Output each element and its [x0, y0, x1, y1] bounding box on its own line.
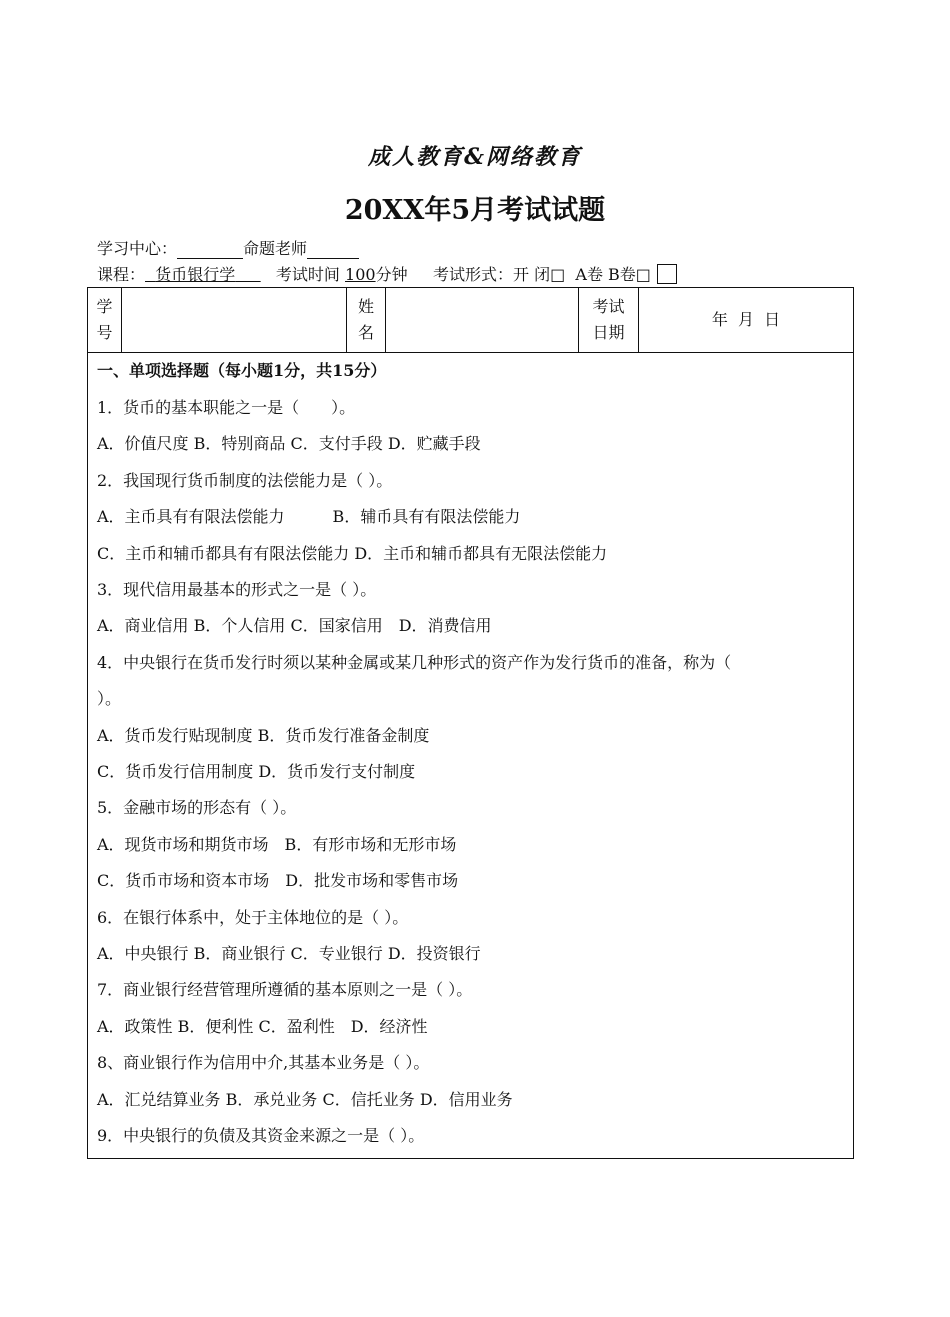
info-row-2 [97, 262, 677, 285]
student-id-label: 学 号 [96, 297, 113, 342]
exam-time-value: 100 [345, 265, 376, 284]
teacher-blank[interactable] [307, 241, 359, 259]
study-center-label: 学习中心： [97, 239, 178, 258]
question-line: A．主币具有有限法偿能力 B．辅币具有有限法偿能力 [97, 507, 521, 526]
question-line: 6．在银行体系中，处于主体地位的是（ ）。 [97, 908, 409, 927]
question-line: 8、商业银行作为信用中介,其基本业务是（ ）。 [97, 1053, 430, 1072]
student-info-table [87, 287, 854, 353]
name-field[interactable] [386, 294, 578, 348]
paper-checkbox[interactable] [657, 264, 677, 284]
teacher-label: 命题老师 [243, 239, 308, 258]
paper-label: A卷 B卷□ [575, 265, 651, 284]
course-name: 货币银行学 [155, 265, 236, 284]
section-title: 一、单项选择题（每小题1分，共15分） [97, 361, 387, 380]
question-line: ）。 [97, 689, 122, 708]
name-label: 姓 名 [357, 297, 374, 342]
exam-date-field[interactable]: 年 月 日 [711, 310, 781, 329]
institution-title: 成人教育&网络教育 [368, 144, 582, 170]
exam-date-label: 考试 日期 [592, 297, 625, 342]
question-line: C．货币发行信用制度 D．货币发行支付制度 [97, 762, 416, 781]
info-row-1 [97, 236, 359, 259]
question-line: 4．中央银行在货币发行时须以某种金属或某几种形式的资产作为发行货币的准备，称为（ [97, 653, 732, 672]
course-label: 课程： [97, 265, 146, 284]
student-id-field[interactable] [122, 294, 346, 348]
question-line: A．中央银行 B．商业银行 C．专业银行 D．投资银行 [97, 944, 481, 963]
question-line: 3．现代信用最基本的形式之一是（ ）。 [97, 580, 377, 599]
question-line: A．汇兑结算业务 B．承兑业务 C．信托业务 D．信用业务 [97, 1090, 513, 1109]
exam-time-label: 考试时间 [275, 265, 340, 284]
question-line: A．现货市场和期货市场 B．有形市场和无形市场 [97, 835, 457, 854]
question-line: A．价值尺度 B．特别商品 C．支付手段 D．贮藏手段 [97, 434, 481, 453]
question-line: C．货币市场和资本市场 D．批发市场和零售市场 [97, 871, 459, 890]
question-line: A．商业信用 B．个人信用 C．国家信用 D．消费信用 [97, 616, 492, 635]
question-line: 1．货币的基本职能之一是（ ）。 [97, 398, 356, 417]
question-line: C．主币和辅币都具有有限法偿能力 D．主币和辅币都具有无限法偿能力 [97, 544, 608, 563]
study-center-blank[interactable] [177, 241, 243, 259]
question-line: 9．中央银行的负债及其资金来源之一是（ ）。 [97, 1126, 425, 1145]
question-line: 7．商业银行经营管理所遵循的基本原则之一是（ ）。 [97, 980, 473, 999]
exam-form-label: 考试形式：开 闭□ [433, 265, 566, 284]
exam-time-unit: 分钟 [375, 265, 408, 284]
question-line: 5．金融市场的形态有（ ）。 [97, 798, 297, 817]
question-line: A．货币发行贴现制度 B．货币发行准备金制度 [97, 726, 430, 745]
exam-title: 20XX年5月考试试题 [344, 195, 606, 226]
question-line: A．政策性 B．便利性 C．盈利性 D．经济性 [97, 1017, 428, 1036]
question-line: 2．我国现行货币制度的法偿能力是（ ）。 [97, 471, 393, 490]
